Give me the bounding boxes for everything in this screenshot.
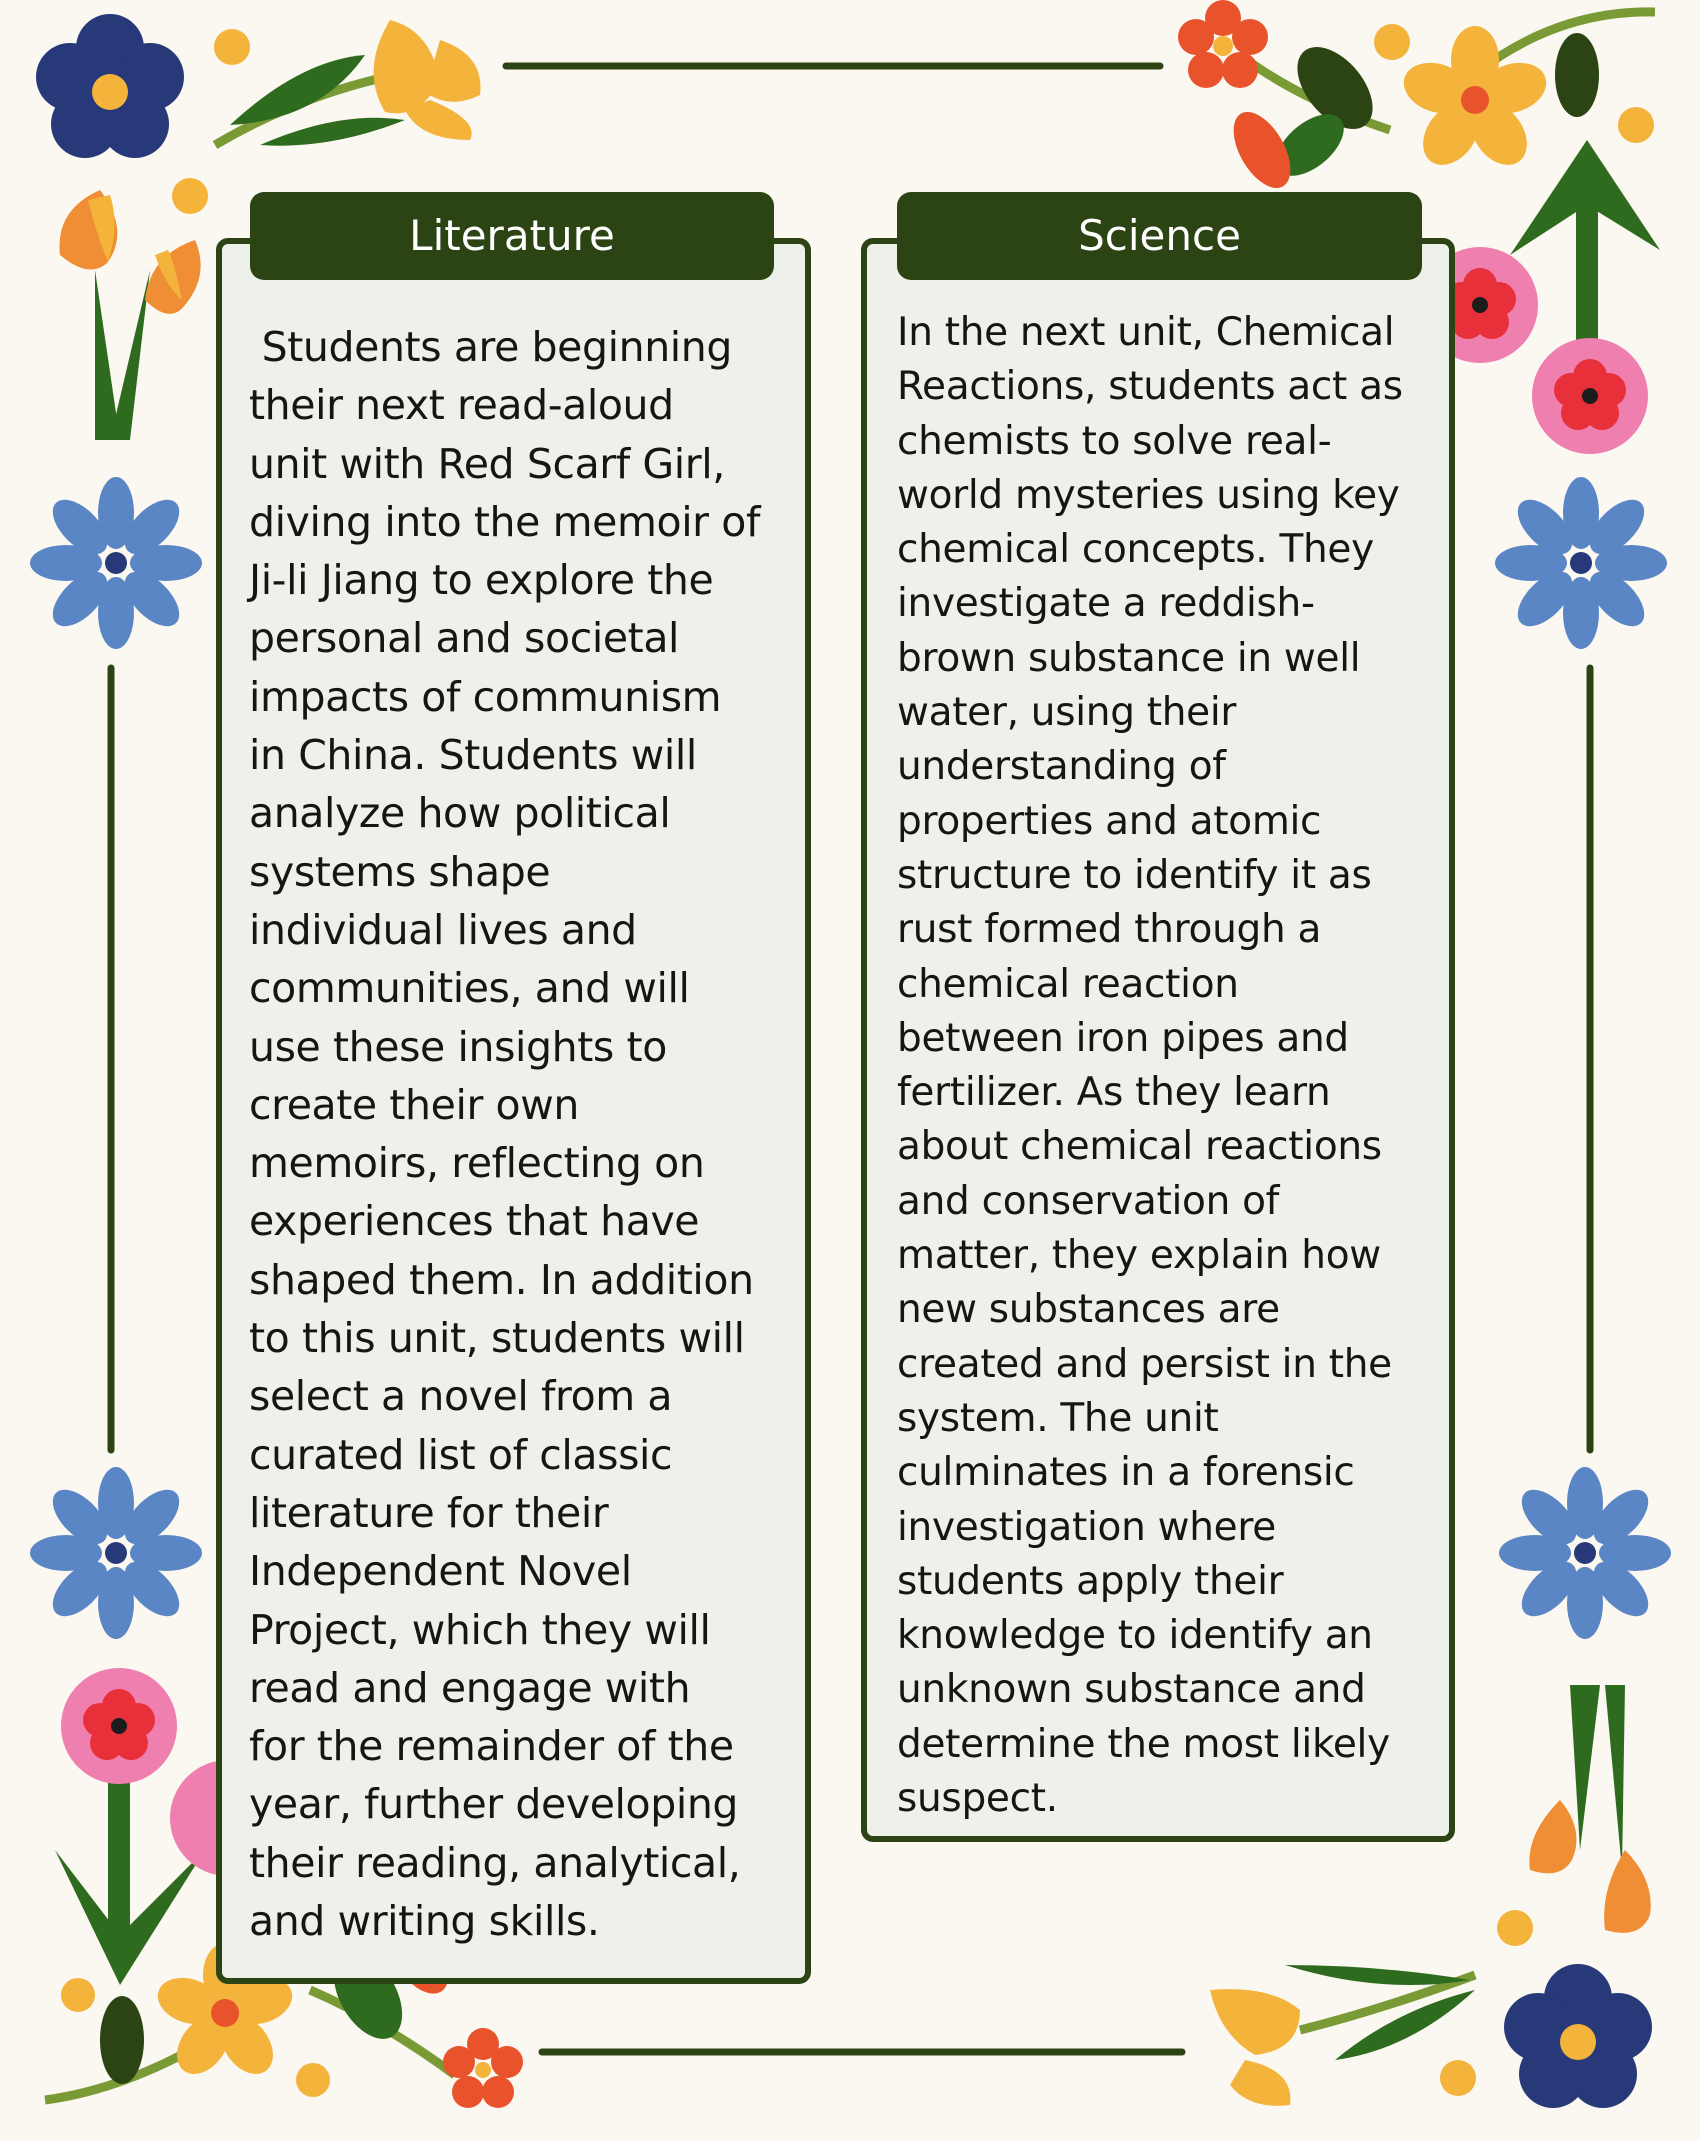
literature-line: unit with Red Scarf Girl, <box>249 439 725 488</box>
orange-bud-plant-icon <box>60 190 201 440</box>
literature-line: shaped them. In addition <box>249 1255 754 1304</box>
literature-line: their next read-aloud <box>249 381 674 430</box>
science-body <box>897 306 1417 1826</box>
science-line: Reactions, students act as <box>897 364 1403 410</box>
literature-line: systems shape <box>249 847 551 896</box>
top-right-yellow-flower-icon <box>1374 12 1655 176</box>
orange-bud-plant-icon <box>1529 1685 1650 1933</box>
science-line: culminates in a forensic <box>897 1450 1355 1496</box>
literature-body <box>249 318 789 1950</box>
literature-line: Project, which they will <box>249 1605 711 1654</box>
science-line: In the next unit, Chemical <box>897 310 1395 355</box>
literature-line: their reading, analytical, <box>249 1838 741 1887</box>
literature-line: curated list of classic <box>249 1430 673 1479</box>
science-line: world mysteries using key <box>897 472 1400 518</box>
literature-line: individual lives and <box>249 905 637 954</box>
science-line: water, using their <box>897 690 1237 736</box>
literature-line: for the remainder of the <box>249 1722 734 1771</box>
literature-line: year, further developing <box>249 1780 739 1829</box>
science-line: created and persist in the <box>897 1341 1392 1387</box>
literature-line: communities, and will <box>249 964 690 1013</box>
red-orange-flowers-icon <box>1178 0 1390 197</box>
literature-line: in China. Students will <box>249 731 697 780</box>
science-line: investigation where <box>897 1504 1276 1550</box>
navy-flower-icon <box>36 14 184 158</box>
science-line: matter, they explain how <box>897 1233 1381 1279</box>
science-line: knowledge to identify an <box>897 1613 1373 1659</box>
science-line: determine the most likely <box>897 1721 1390 1767</box>
literature-line: Ji-li Jiang to explore the <box>249 556 714 605</box>
science-line: fertilizer. As they learn <box>897 1070 1331 1116</box>
science-line: brown substance in well <box>897 635 1361 681</box>
literature-line: personal and societal <box>249 614 680 663</box>
dot-icon <box>214 29 250 65</box>
literature-line: Independent Novel <box>249 1547 632 1596</box>
dot-icon <box>172 178 208 214</box>
literature-line: impacts of communism <box>249 672 722 721</box>
literature-line: Students are beginning <box>249 323 733 371</box>
blue-daisy-icon <box>1495 477 1667 649</box>
science-line: chemists to solve real- <box>897 418 1332 464</box>
science-line: rust formed through a <box>897 907 1322 953</box>
pink-flower-arrow-plant-icon <box>1422 140 1660 454</box>
literature-line: to this unit, students will <box>249 1314 745 1363</box>
science-line: system. The unit <box>897 1395 1219 1441</box>
science-line: investigate a reddish- <box>897 581 1315 627</box>
literature-line: literature for their <box>249 1488 609 1537</box>
literature-line: and writing skills. <box>249 1897 600 1946</box>
science-line: properties and atomic <box>897 798 1322 844</box>
science-line: new substances are <box>897 1287 1280 1333</box>
literature-line: read and engage with <box>249 1663 691 1712</box>
literature-line: use these insights to <box>249 1022 667 1071</box>
science-line: chemical concepts. They <box>897 527 1374 573</box>
science-line: about chemical reactions <box>897 1124 1382 1170</box>
literature-line: analyze how political <box>249 789 671 838</box>
literature-line: experiences that have <box>249 1197 700 1246</box>
science-line: and conservation of <box>897 1178 1280 1224</box>
literature-heading: Literature <box>250 192 774 280</box>
science-line: students apply their <box>897 1558 1284 1604</box>
science-line: chemical reaction <box>897 961 1239 1007</box>
literature-line: diving into the memoir of <box>249 497 760 546</box>
science-line: structure to identify it as <box>897 852 1372 898</box>
science-line: suspect. <box>897 1776 1058 1822</box>
science-line: between iron pipes and <box>897 1015 1349 1061</box>
blue-daisy-icon <box>30 477 202 649</box>
blue-daisy-icon <box>1499 1467 1671 1639</box>
blue-daisy-icon <box>30 1467 202 1639</box>
yellow-tulip-icon <box>215 20 481 146</box>
literature-line: create their own <box>249 1080 579 1129</box>
science-line: understanding of <box>897 744 1226 790</box>
literature-line: memoirs, reflecting on <box>249 1139 705 1188</box>
literature-line: select a novel from a <box>249 1372 673 1421</box>
bottom-right-flowers-icon <box>1210 1910 1652 2108</box>
science-line: unknown substance and <box>897 1667 1366 1713</box>
science-heading: Science <box>897 192 1422 280</box>
